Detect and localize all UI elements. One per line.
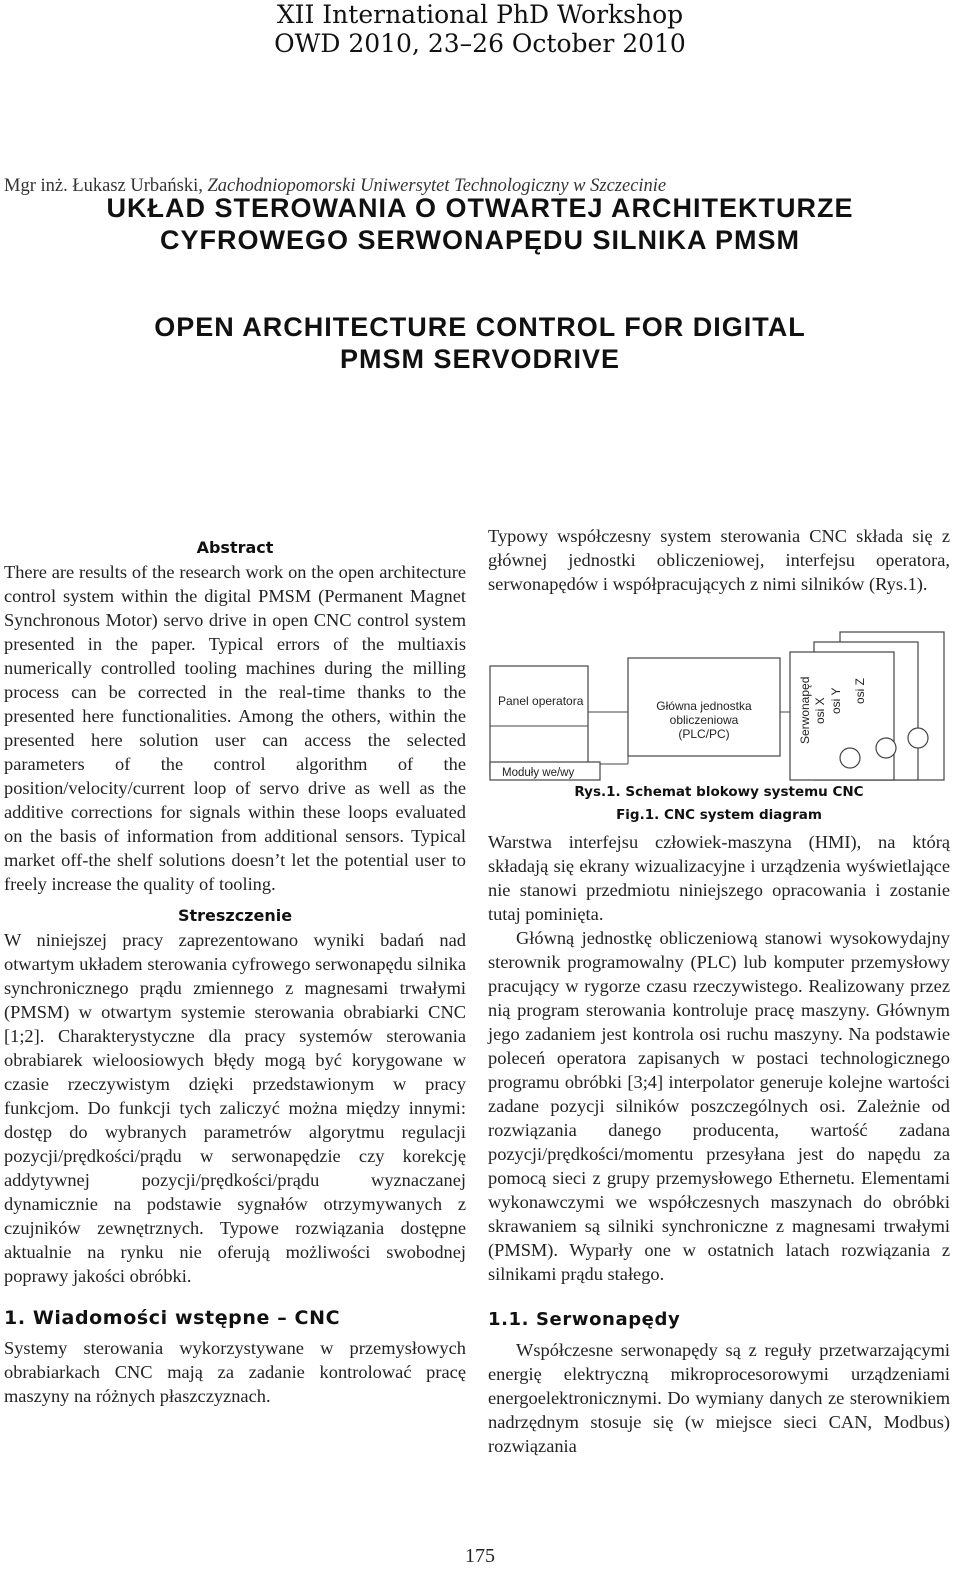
author-line [4,176,666,197]
streszczenie-heading: Streszczenie [177,906,293,925]
title-pl-line1: UKŁAD STEROWANIA O OTWARTEJ ARCHITEKTURZE [106,193,854,223]
figure-caption-en: Fig.1. CNC system diagram [616,807,822,823]
servo-x-label1: Serwonapęd [798,676,812,744]
motor-x-icon [840,748,860,768]
author-affiliation: Zachodniopomorski Uniwersytet Technologiczny w Szczecinie [207,176,667,196]
page-number: 175 [465,1545,495,1567]
right-column-top [488,524,950,596]
right-paragraph-3: Główną jednostkę obliczeniową stanowi wysokowydajny sterownik programowalny (PLC) lub komputer przemysłowy pracujący w rygorze czasu rzeczywistego. Realizowany przez nią program sterowania kontroluje pracę maszyny. Głównym jego zadaniem jest kontrola osi ruchu maszyny. Na podstawie poleceń operatora zapisanych w postaci technologicznego programu obróbki [3;4] interpolator generuje kolejne wartości zadane pozycji silników poszczególnych osi. Zależnie od rozwiązania danego producenta, wartość zadana pozycji/prędkości/momentu przesyłana jest do napędu za pomocą sieci z grupy przemysłowego Ethernetu. Elementami wykonawczymi we współczesnych maszynach do obróbki skrawaniem są silniki synchroniczne z magnesami trwałymi (PMSM). Wyparły one w ostatnich latach rozwiązania z silnikami prądu stałego. [488,928,950,1284]
main-unit-line2: obliczeniowa [669,713,739,727]
servo-z-label: osi Z [853,677,867,704]
motor-z-icon [908,728,928,748]
section-1-1-heading: 1.1. Serwonapędy [488,1309,681,1330]
panel-operatora-label: Panel operatora [498,694,584,708]
right-paragraph-2: Warstwa interfejsu człowiek-maszyna (HMI), na którą składają się ekrany wizualizacyjne i urządzenia wyświetlające nie stanowi przedmiotu niniejszego opracowania i zostanie tutaj pominięta. [488,832,950,924]
workshop-date: OWD 2010, 23–26 October 2010 [274,29,686,58]
abstract-heading: Abstract [196,538,274,557]
right-paragraph-4: Współczesne serwonapędy są z reguły przetwarzającymi energię elektryczną mikroprocesorowymi urządzeniami energoelektronicznymi. Do wymiany danych ze sterownikiem nadrzędnym stosuje się (w miejsce sieci CAN, Modbus) rozwiązania [488,1340,950,1456]
streszczenie-text: W niniejszej pracy zaprezentowano wyniki badań nad otwartym układem sterowania cyfrowego serwonapędu silnika synchronicznego prądu zmiennego z magnesami trwałymi (PMSM) w otwartym systemie sterowania obrabiarki CNC [1;2]. Charakterystyczne dla pracy systemów sterowania obrabiarek wieloosiowych błędy mogą być korygowane w czasie rzeczywistym dzięki przedstawionym w pracy funkcjom. Do funkcji tych zaliczyć można między innymi: dostęp do wybranych parametrów algorytmu regulacji pozycji/prędkości/prądu w serwonapędzie czy korekcję addytywnej pozycji/prędkości/prądu wyznaczanej dynamicznie na podstawie sygnałów otrzymywanych z czujników zewnętrznych. Typowe rozwiązania dostępne aktualnie na rynku nie oferują możliwości swobodnej poprawy jakości obróbki. [4,930,466,1286]
main-unit-line1: Główna jednostka [656,699,752,713]
workshop-title: XII International PhD Workshop [276,0,684,29]
title-pl-line2: CYFROWEGO SERWONAPĘDU SILNIKA PMSM [159,225,801,255]
main-unit-line3: (PLC/PC) [678,727,730,741]
figure-caption-pl: Rys.1. Schemat blokowy systemu CNC [574,784,864,800]
abstract-text: There are results of the research work on the open architecture control system within the digital PMSM (Permanent Magnet Synchronous Motor) servo drive in open CNC control system presented in the paper. Typical errors of the multiaxis numerically controlled tooling machines during the milling process can be corrected in the real-time thanks to the presented here functionalities. Among the others, within the presented here solution user can access the selected parameters of the control algorithm of the position/velocity/current loop of servo drive as well as the additive corrections for signals within these loops evaluated on the basis of information from additional sensors. Typical market off-the shelf solutions doesn’t let the potential user to freely increase the quality of tooling. [4,562,466,894]
io-modules-label: Moduły we/wy [502,767,575,779]
panel-operatora-box [490,666,588,776]
servo-x-label2: osi X [813,697,827,724]
title-en-line2: PMSM SERVODRIVE [339,344,621,374]
motor-y-icon [876,738,896,758]
cnc-block-diagram [488,630,948,782]
title-en-line1: OPEN ARCHITECTURE CONTROL FOR DIGITAL [154,312,806,342]
servo-y-label: osi Y [829,687,843,714]
author-name: Mgr inż. Łukasz Urbański, [4,176,208,196]
right-paragraph-1: Typowy współczesny system sterowania CNC składa się z głównej jednostki obliczeniowej, interfejsu operatora, serwonapędów i współpracujących z nimi silników (Rys.1). [488,526,950,594]
section1-heading: 1. Wiadomości wstępne – CNC [4,1307,341,1329]
left-column [4,536,466,1408]
section1-text: Systemy sterowania wykorzystywane w przemysłowych obrabiarkach CNC mają za zadanie kontrolować pracę maszyny na różnych płaszczyznach. [4,1338,466,1406]
right-column-bottom [488,830,950,1458]
